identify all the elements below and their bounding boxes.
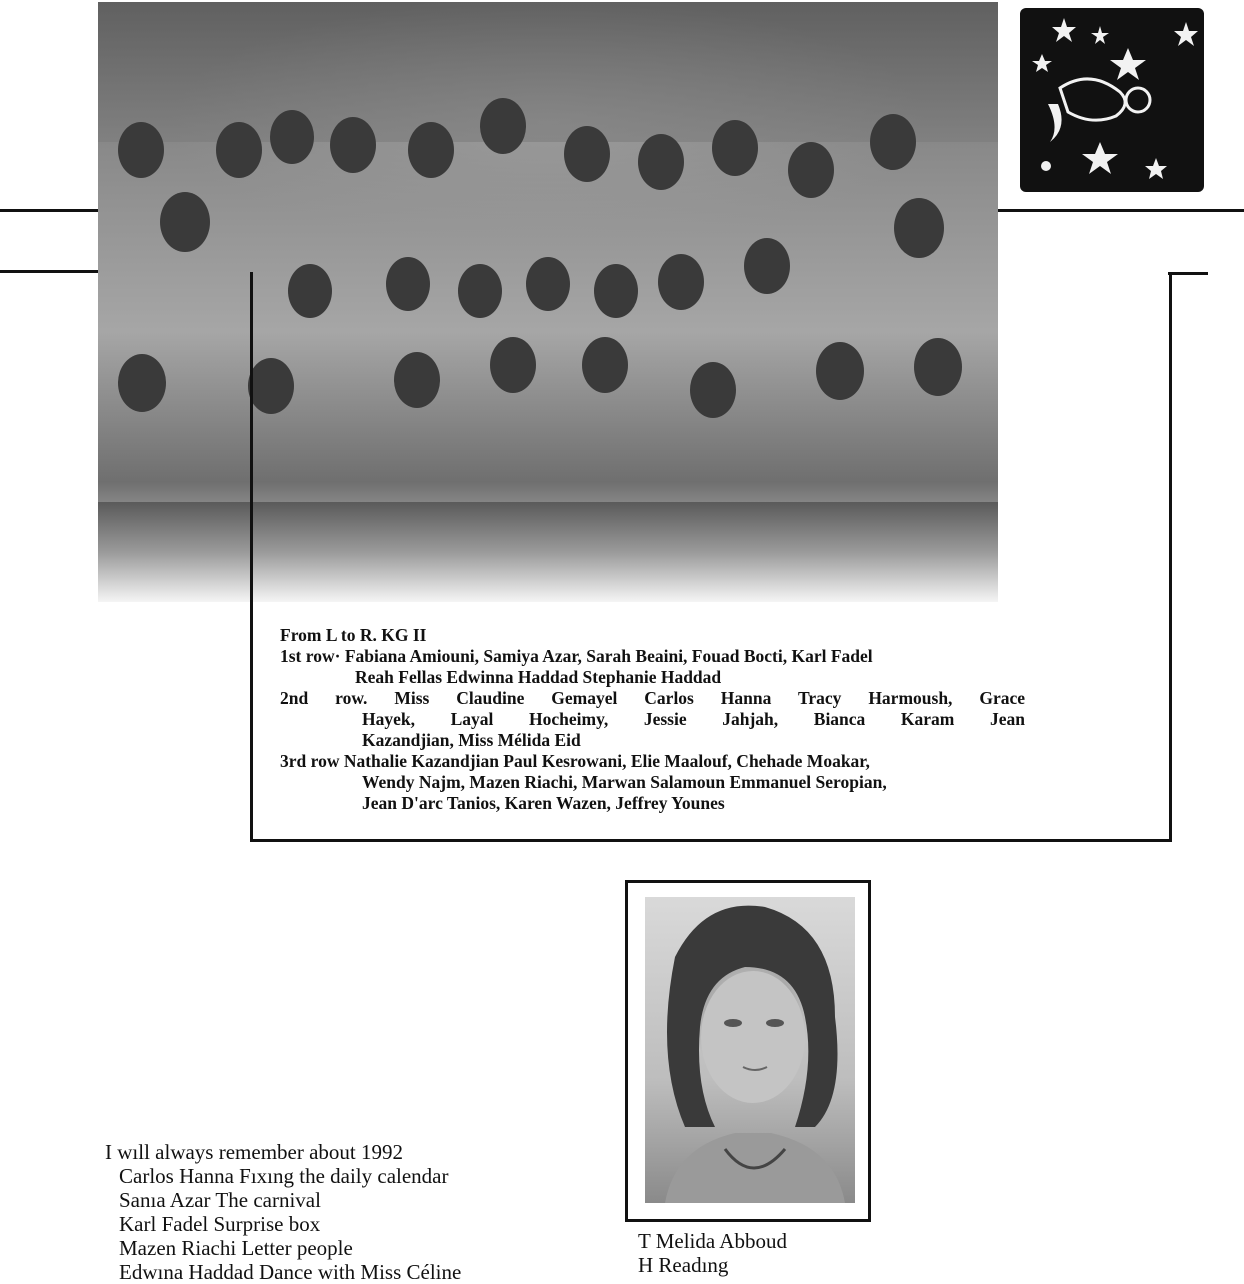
memory-item: Carlos Hanna Fıxıng the daily calendar [119,1164,449,1188]
child-silhouette [638,134,684,190]
child-silhouette [118,122,164,178]
memories-title: I wıll always remember about 1992 [105,1140,403,1164]
caption-row2-line1: Miss Claudine Gemayel Carlos Hanna Tracy Harmoush, Grace [394,688,1026,708]
caption-heading: From L to R. KG II [280,625,427,645]
caption-row3-label: 3rd row [280,751,340,771]
divider-rule-middle [0,270,100,273]
photo-caption [280,625,1025,814]
memory-item: Edwına Haddad Dance with Miss Céline [119,1260,462,1284]
caption-row3-line2: Wendy Najm, Mazen Riachi, Marwan Salamoun Emmanuel Seropian, [362,772,887,792]
caption-box-top-rule [1168,272,1208,275]
child-silhouette [788,142,834,198]
child-silhouette [408,122,454,178]
caption-row1 [280,646,1025,667]
divider-rule-right [998,209,1244,212]
moon-emblem [1020,8,1204,192]
child-silhouette [712,120,758,176]
teacher-silhouette [894,198,944,258]
portrait-silhouette [645,897,855,1203]
memory-item: Mazen Riachi Letter people [119,1236,353,1260]
child-silhouette [564,126,610,182]
teacher-info [638,1229,787,1277]
caption-row2-line3: Kazandjian, Miss Mélida Eid [362,730,581,750]
teacher-name: T Melida Abboud [638,1229,787,1253]
caption-row1-label: 1st row· [280,646,341,666]
teacher-portrait-photo [645,897,855,1203]
caption-row1-line1: Fabiana Amiouni, Samiya Azar, Sarah Beaini, Fouad Bocti, Karl Fadel [344,646,873,666]
caption-row2-line2: Hayek, Layal Hocheimy, Jessie Jahjah, Bianca Karam Jean [362,709,1025,729]
teacher-silhouette [160,192,210,252]
memories-list [105,1140,461,1284]
caption-row3 [280,751,1025,772]
child-silhouette [118,354,166,412]
caption-row3-line1: Nathalie Kazandjian Paul Kesrowani, Elie Maalouf, Chehade Moakar, [343,751,870,771]
child-silhouette [480,98,526,154]
caption-row2 [280,688,1025,709]
caption-row1-line2: Reah Fellas Edwinna Haddad Stephanie Haddad [355,667,722,687]
teacher-subject: H Readıng [638,1253,729,1277]
caption-row3-line3: Jean D'arc Tanios, Karen Wazen, Jeffrey Younes [362,793,725,813]
memory-item: Sanıa Azar The carnival [119,1188,321,1212]
caption-row2-label: 2nd row. [280,688,368,708]
child-silhouette [270,110,314,164]
child-silhouette [216,122,262,178]
child-silhouette [870,114,916,170]
photo-background-foliage [98,2,998,142]
moon-stars-icon [1020,8,1204,192]
memory-item: Karl Fadel Surprise box [119,1212,321,1236]
child-silhouette [330,117,376,173]
divider-rule-top [0,209,100,212]
